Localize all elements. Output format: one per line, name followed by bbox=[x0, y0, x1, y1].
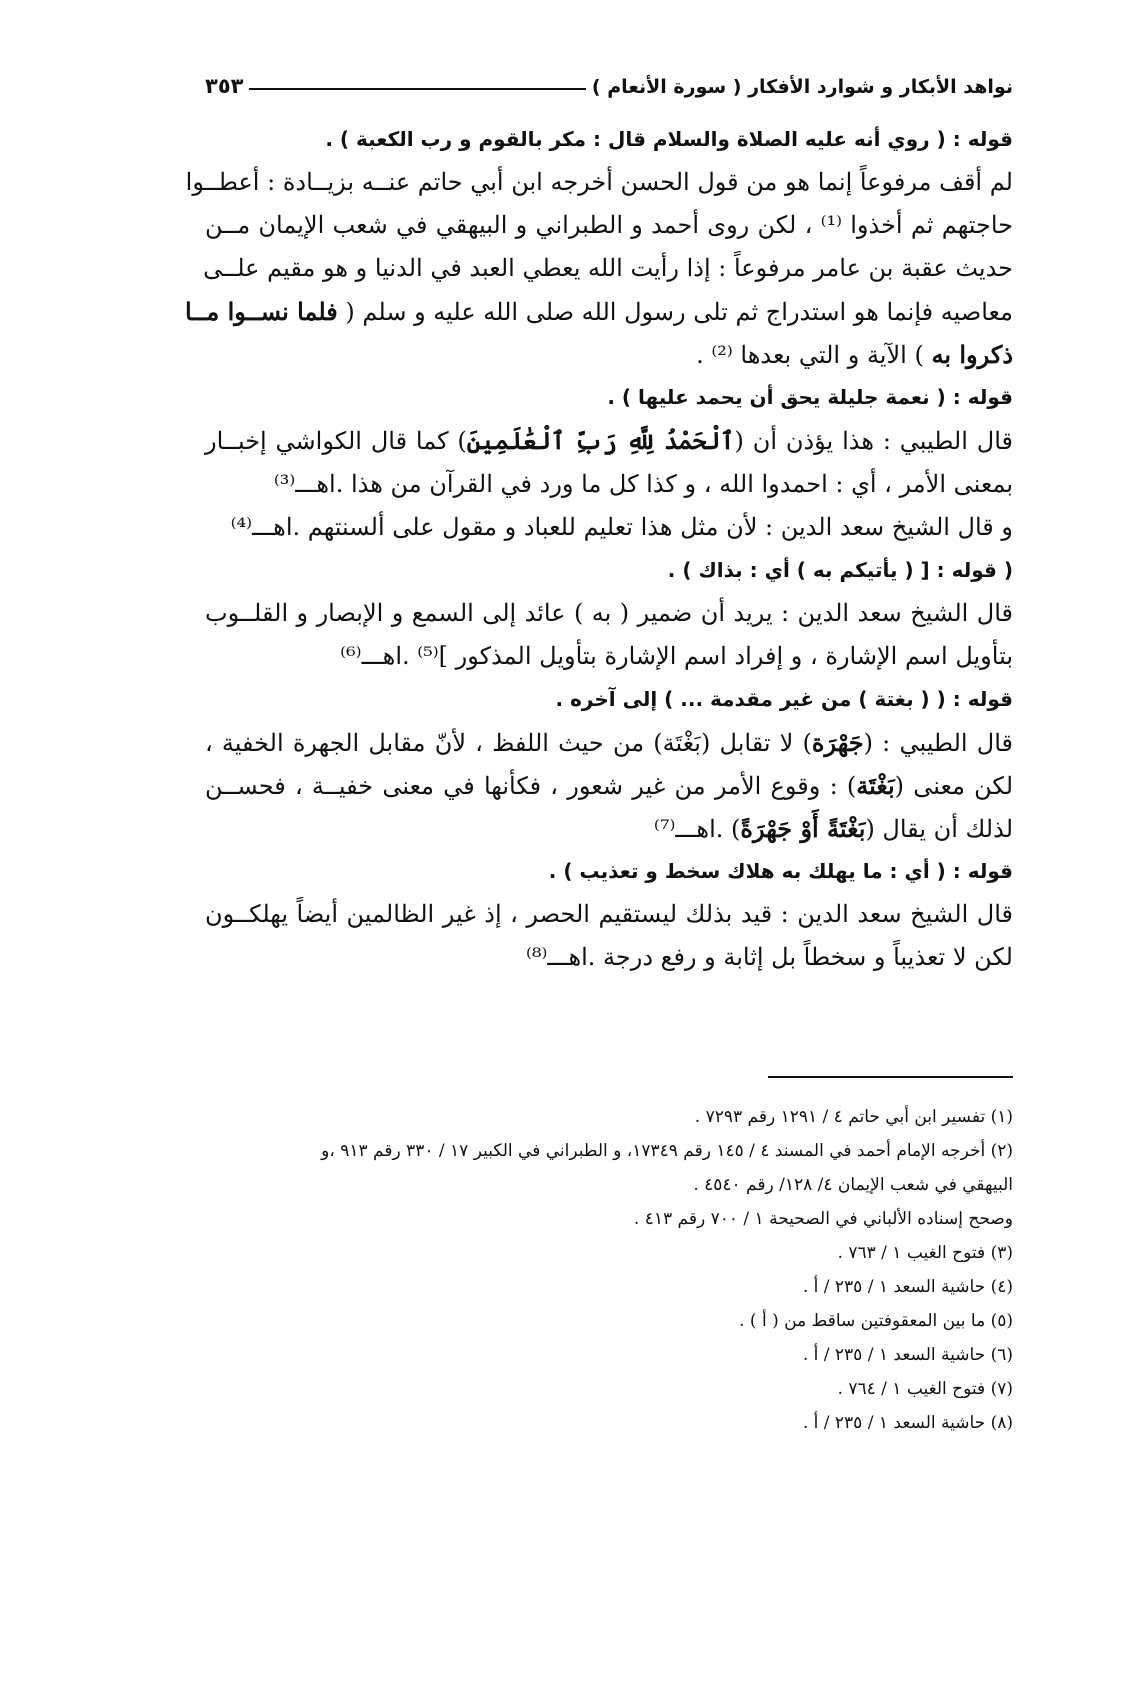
footnote: (٣) فتوح الغيب ١ / ٧٦٣ . bbox=[837, 1243, 1013, 1263]
footnote: (٧) فتوح الغيب ١ / ٧٦٤ . bbox=[837, 1379, 1013, 1399]
running-header bbox=[205, 62, 1013, 102]
text-segment: قال الطيبي : هذا يؤذن أن ( bbox=[734, 427, 1013, 455]
heading-line: ( قوله : [ ( يأتيكم به ) أي : بذاك ) . bbox=[667, 558, 1013, 582]
text-line bbox=[205, 807, 1013, 850]
heading-line: قوله : ( نعمة جليلة يحق أن يحمد عليها ) . bbox=[607, 385, 1013, 409]
quran-quote: فلما نســوا مــا bbox=[185, 297, 338, 326]
text-segment: لذلك أن يقال ( bbox=[865, 815, 1013, 843]
text-line: و قال الشيخ سعد الدين : لأن مثل هذا تعليم للعباد و مقول على ألسنتهم .اهـــ⁽⁴⁾ bbox=[230, 513, 1013, 541]
quran-quote: ذكروا به bbox=[931, 340, 1013, 369]
footnote-separator bbox=[768, 1076, 1013, 1078]
footnote: (٥) ما بين المعقوفتين ساقط من ( أ ) . bbox=[739, 1311, 1013, 1331]
header-title: نواهد الأبكار و شوارد الأفكار ( سورة الأنعام ) bbox=[591, 76, 1013, 98]
footnote: (٢) أخرجه الإمام أحمد في المسند ٤ / ١٤٥ رقم ١٧٣٤٩، و الطبراني في الكبير ١٧ / ٣٣٠ رقم ٩١٣ ،و bbox=[321, 1141, 1013, 1161]
text-line: لكن لا تعذيباً و سخطاً بل إثابة و رفع درجة .اهـــ⁽⁸⁾ bbox=[525, 943, 1013, 971]
footnote: (٨) حاشية السعد ١ / ٢٣٥ / أ . bbox=[802, 1413, 1013, 1433]
footnotes bbox=[205, 1100, 1013, 1440]
text-segment: ) .اهـــ⁽⁷⁾ bbox=[653, 815, 741, 843]
quran-quote: ٱلْحَمْدُ لِلَّهِ رَبِّ ٱلْعَٰلَمِينَ bbox=[466, 426, 735, 455]
body-text bbox=[185, 118, 1014, 979]
text-line: بتأويل اسم الإشارة ، و إفراد اسم الإشارة بتأويل المذكور ]⁽⁵⁾ .اهـــ⁽⁶⁾ bbox=[340, 642, 1013, 670]
heading-line: قوله : ( روي أنه عليه الصلاة والسلام قال : مكر بالقوم و رب الكعبة ) . bbox=[325, 127, 1013, 151]
text-segment: قال الطيبي : ( bbox=[863, 729, 1013, 757]
text-segment: ) الآية و التي بعدها ⁽²⁾ . bbox=[696, 341, 924, 369]
quran-quote: جَهْرَة bbox=[811, 728, 864, 757]
header-rule bbox=[249, 88, 585, 90]
text-line bbox=[205, 419, 1013, 463]
text-line bbox=[205, 333, 1013, 376]
heading-line: قوله : ( ( بغتة ) من غير مقدمة ... ) إلى آخره . bbox=[555, 687, 1013, 711]
text-line: قال الشيخ سعد الدين : قيد بذلك ليستقيم الحصر ، إذ غير الظالمين أيضاً يهلكــون bbox=[205, 900, 1013, 928]
text-line: قال الشيخ سعد الدين : يريد أن ضمير ( به ) عائد إلى السمع و الإبصار و القلــوب bbox=[205, 599, 1013, 627]
text-line: لم أقف مرفوعاً إنما هو من قول الحسن أخرجه ابن أبي حاتم عنــه بزيــادة : أعطــوا bbox=[185, 168, 1013, 196]
text-segment: ) : وقوع الأمر من غير شعور ، فكأنها في معنى خفيــة ، فحســن bbox=[205, 772, 857, 800]
footnote: وصحح إسناده الألباني في الصحيحة ١ / ٧٠٠ رقم ٤١٣ . bbox=[633, 1209, 1013, 1229]
text-line: حديث عقبة بن عامر مرفوعاً : إذا رأيت الله يعطي العبد في الدنيا و هو مقيم علــى bbox=[203, 254, 1013, 282]
footnote: (٤) حاشية السعد ١ / ٢٣٥ / أ . bbox=[802, 1277, 1013, 1297]
text-line: بمعنى الأمر ، أي : احمدوا الله ، و كذا كل ما ورد في القرآن من هذا .اهـــ⁽³⁾ bbox=[273, 470, 1013, 498]
quran-quote: بَغْتَة bbox=[856, 771, 895, 800]
quran-quote: بَغْتَةً أَوْ جَهْرَةً bbox=[740, 814, 866, 843]
text-line: حاجتهم ثم أخذوا ⁽¹⁾ ، لكن روى أحمد و الطبراني و البيهقي في شعب الإيمان مــن bbox=[205, 211, 1013, 239]
text-line bbox=[205, 764, 1013, 807]
text-segment: ) لا تقابل (بَغْتَة) من حيث اللفظ ، لأنّ مقابل الجهرة الخفية ، bbox=[205, 729, 812, 757]
footnote: البيهقي في شعب الإيمان ٤/ ١٢٨/ رقم ٤٥٤٠ . bbox=[693, 1175, 1013, 1195]
footnote: (٦) حاشية السعد ١ / ٢٣٥ / أ . bbox=[802, 1345, 1013, 1365]
page-number: ٣٥٣ bbox=[205, 74, 244, 98]
heading-line: قوله : ( أي : ما يهلك به هلاك سخط و تعذيب ) . bbox=[548, 859, 1013, 883]
text-line bbox=[205, 721, 1013, 764]
text-segment: لكن معنى ( bbox=[894, 772, 1014, 800]
text-segment: ) كما قال الكواشي إخبــار bbox=[205, 427, 467, 455]
text-line bbox=[185, 290, 1013, 333]
text-segment: معاصيه فإنما هو استدراج ثم تلى رسول الله صلى الله عليه و سلم ( bbox=[345, 298, 1013, 326]
footnote: (١) تفسير ابن أبي حاتم ٤ / ١٢٩١ رقم ٧٢٩٣ . bbox=[694, 1107, 1013, 1127]
